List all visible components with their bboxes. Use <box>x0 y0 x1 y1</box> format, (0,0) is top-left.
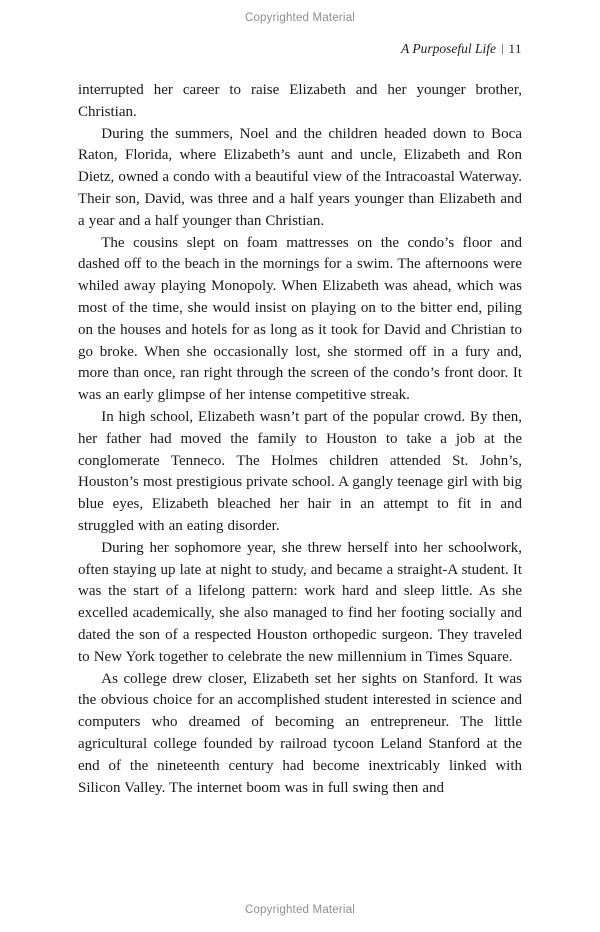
body-paragraph: During her sophomore year, she threw herself into her schoolwork, often staying up late at night to study, and became a straight-A student. It was the start of a lifelong pattern: work hard and sleep little. As she excelled academically, she also managed to find her footing socially and dated the son of a respected Houston orthopedic surgeon. They traveled to New York together to celebrate the new millennium in Times Square. <box>78 539 522 665</box>
copyright-notice-bottom: Copyrighted Material <box>244 904 356 916</box>
body-paragraph: The cousins slept on foam mattresses on the condo’s floor and dashed off to the beach in the mornings for a swim. The afternoons were whiled away playing Monopoly. When Elizabeth was ahead, which was most of the time, she would insist on playing on to the bitter end, piling on the houses and hotels for as long as it took for David and Christian to go broke. When she occasionally lost, she stormed off in a fury and, more than once, ran right through the screen of the condo’s front door. It was an early glimpse of her intense competitive streak. <box>78 234 522 404</box>
body-paragraph: In high school, Elizabeth wasn’t part of the popular crowd. By then, her father had moved the family to Houston to take a job at the conglomerate Tenneco. The Holmes children attended St. John’s, Houston’s most prestigious private school. A gangly teenage girl with big blue eyes, Elizabeth bleached her hair in an attempt to fit in and struggled with an eating disorder. <box>78 408 522 534</box>
chapter-title: A Purposeful Life <box>401 41 497 56</box>
copyright-notice-top: Copyrighted Material <box>244 12 356 24</box>
body-paragraph: During the summers, Noel and the children headed down to Boca Raton, Florida, where Elizabeth’s aunt and uncle, Elizabeth and Ron Dietz, owned a condo with a beautiful view of the Intracoastal Waterway. Their son, David, was three and a half years younger than Elizabeth and a year and a half younger than Christian. <box>78 125 522 229</box>
body-paragraph: As college drew closer, Elizabeth set her sights on Stanford. It was the obvious choice for an accomplished student interested in science and computers who dreamed of becoming an entrepreneur. The little agricultural college founded by railroad tycoon Leland Stanford at the end of the nineteenth century had become inextricably linked with Silicon Valley. The internet boom was in full swing then and <box>78 670 522 796</box>
page-number: 11 <box>508 41 522 56</box>
running-header <box>78 41 522 57</box>
header-separator: | <box>501 41 504 55</box>
body-paragraph: interrupted her career to raise Elizabeth and her younger brother, Christian. <box>78 82 522 120</box>
page-body <box>78 80 522 799</box>
